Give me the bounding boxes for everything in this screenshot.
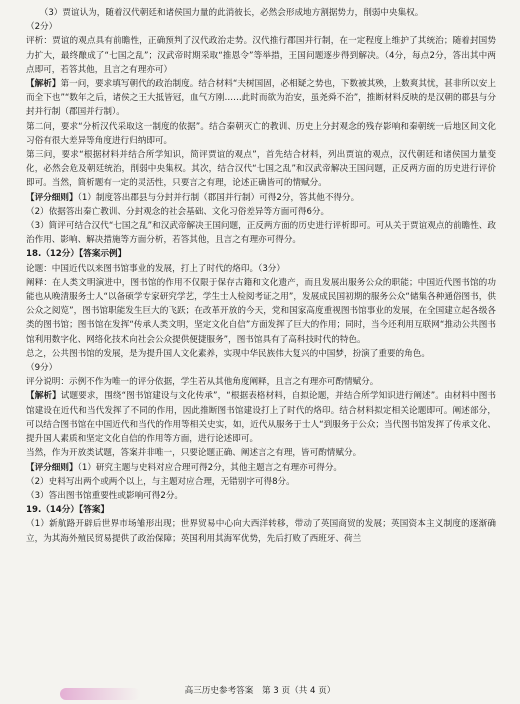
line-text: 当然，作为开放类试题，答案并非唯一，只要论题正确、阐述言之有理，皆可酌情赋分。 [26, 448, 362, 459]
line-text: （1）制度答出郡县与分封并行制（郡国并行制）可得2分，答其他不得分。 [77, 192, 360, 203]
text-line [26, 361, 496, 375]
text-line [26, 20, 496, 34]
text-line [26, 77, 496, 120]
corner-stamp-mark [60, 688, 140, 700]
text-line [26, 503, 496, 517]
line-text: 总之，公共图书馆的发展，是为提升国人文化素养，实现中华民族伟大复兴的中国梦，扮演了重要的角色。 [26, 348, 430, 359]
line-text: （3）简评可结合汉代“七国之乱”和汉武帝解决王国问题，正反两方面的历史进行评析即可。可从关于贾谊观点的前瞻性、政治作用、影响、解决措施等方面分析，若答其他，且言之有理亦可得分。 [26, 221, 496, 246]
text-line [26, 148, 496, 191]
line-text: 第一问，要求填写朝代的政治制度。结合材料“夫树国固，必相疑之势也，下数被其殃，上数爽其忧，甚非所以安上而全下也”“数年之后，诸侯之王大抵皆冠，血气方刚……此时而欲为治安，虽尧舜不治”，推断材料反映的是汉朝的郡县与分封并行制（郡国并行制）。 [26, 79, 496, 118]
line-text: （2分） [26, 22, 58, 33]
answer-text-body [26, 6, 496, 546]
line-text: （1）新航路开辟后世界市场雏形出现；世界贸易中心向大西洋转移，带动了英国商贸的发展；英国资本主义制度的逐渐确立，为其海外殖民贸易提供了政治保障；英国利用其海军优势，先后打败了西班牙、荷兰 [26, 519, 496, 544]
section-tag: 【评分细则】 [26, 192, 78, 203]
text-line [26, 262, 496, 276]
page-footer: 高三历史参考答案 第 3 页（共 4 页） [184, 686, 336, 696]
text-line [26, 6, 496, 20]
section-tag: 【解析】 [26, 391, 61, 402]
text-line [26, 34, 496, 77]
line-text: （3）贾谊认为，随着汉代朝廷和诸侯国力量的此消彼长，必然会形成地方割据势力，削弱中央集权。 [39, 8, 424, 18]
line-text: （3）答出图书馆重要性或影响可得2分。 [26, 490, 184, 501]
text-line [26, 517, 496, 545]
section-tag: 19.（14分）【答案】 [26, 505, 110, 516]
text-line [26, 276, 496, 347]
line-text: 第二问，要求“分析汉代采取这一制度的依据”。结合秦朝灭亡的教训、历史上分封观念的残存影响和秦朝统一后地区间文化习俗有很大差异等角度进行归纳即可。 [26, 121, 496, 146]
text-line [26, 389, 496, 446]
line-text: （2）史料写出两个或两个以上，与主题对应合理，无错别字可得8分。 [26, 476, 295, 487]
text-line [26, 219, 496, 247]
text-line [26, 347, 496, 361]
section-tag: 【解析】 [26, 79, 61, 90]
text-line [26, 461, 496, 475]
line-text: （9分） [26, 363, 58, 374]
line-text: （1）研究主题与史料对应合理可得2分，其他主题言之有理亦可得分。 [77, 462, 343, 473]
line-text: 论题：中国近代以来图书馆事业的发展，打上了时代的烙印。（3分） [26, 263, 285, 274]
line-text: 试题要求，围绕“图书馆建设与文化传承”，“根据表格材料，自拟论题，并结合所学知识进行阐述”。由材料中图书馆建设在近代和当代发挥了不同的作用，因此推断图书馆建设打上了时代的烙印。结合材料拟定相关论题即可。阐述部分，可以结合图书馆在中国近代和当代的作用等相关史实，如，近代从服务于士人“到服务于公众；当代图书馆发挥了传承文化、提升国人素质和坚定文化自信的作用等方面，进行论述即可。 [26, 391, 496, 445]
section-tag: 【评分细则】 [26, 462, 78, 473]
text-line [26, 205, 496, 219]
text-line [26, 120, 496, 148]
line-text: （2）依据答出秦亡教训、分封观念的社会基础、文化习俗差异等方面可得6分。 [26, 206, 330, 217]
text-line [26, 375, 496, 389]
text-line [26, 475, 496, 489]
text-line [26, 247, 496, 261]
line-text: 第三问，要求“根据材料并结合所学知识，简评贾谊的观点”，首先结合材料，列出贾谊的观点，汉代朝廷和诸侯国力量变化，必然会危及朝廷统治，削弱中央集权。其次，结合汉代“七国之乱”和汉武帝解决王国问题，正反两方面的历史进行评价即可。当然，简析题有一定的灵活性，只要言之有理，论述正确皆可的情赋分。 [26, 150, 496, 189]
section-tag: 18.（12分）【答案示例】 [26, 249, 127, 260]
text-line [26, 489, 496, 503]
text-line [26, 191, 496, 205]
line-text: 评析：贾谊的观点具有前瞻性，正确预判了汉代政治走势。汉代推行郡国并行制，在一定程度上维护了其统治；随着封国势力扩大，最终酿成了“七国之乱”；汉武帝时期采取“推恩令”等举措，王国问题逐步得到解决。（4分，每点2分，答出其中两点即可，若答其他，且言之有理亦可） [26, 36, 496, 75]
text-line [26, 446, 496, 460]
line-text: 评分说明：示例不作为唯一的评分依据，学生若从其他角度阐释，且言之有理亦可酌情赋分。 [26, 377, 379, 388]
line-text: 阐释：在人类文明演进中，图书馆的作用不仅限于保存古籍和文化遗产，而且发展出服务公众的职能；中国近代图书馆的功能也从晚清服务士人“以备硕学专家研究学艺，学生士人检阅考证之用”，发展成民国初期的服务公众“储集各种通俗图书，供公众之阅览”，图书馆职能发生巨大的飞跃；在改革开放的今天，党和国家高度重视图书馆事业的发展，在全国建立起各级各类的图书馆；图书馆在发挥“传承人类文明，坚定文化自信”方面发挥了巨大的作用；同时，当今还利用互联网“推动公共图书馆利用数字化、网络化技术向社会公众提供便捷服务”，图书馆具有了高科技时代的特色。 [26, 277, 496, 345]
